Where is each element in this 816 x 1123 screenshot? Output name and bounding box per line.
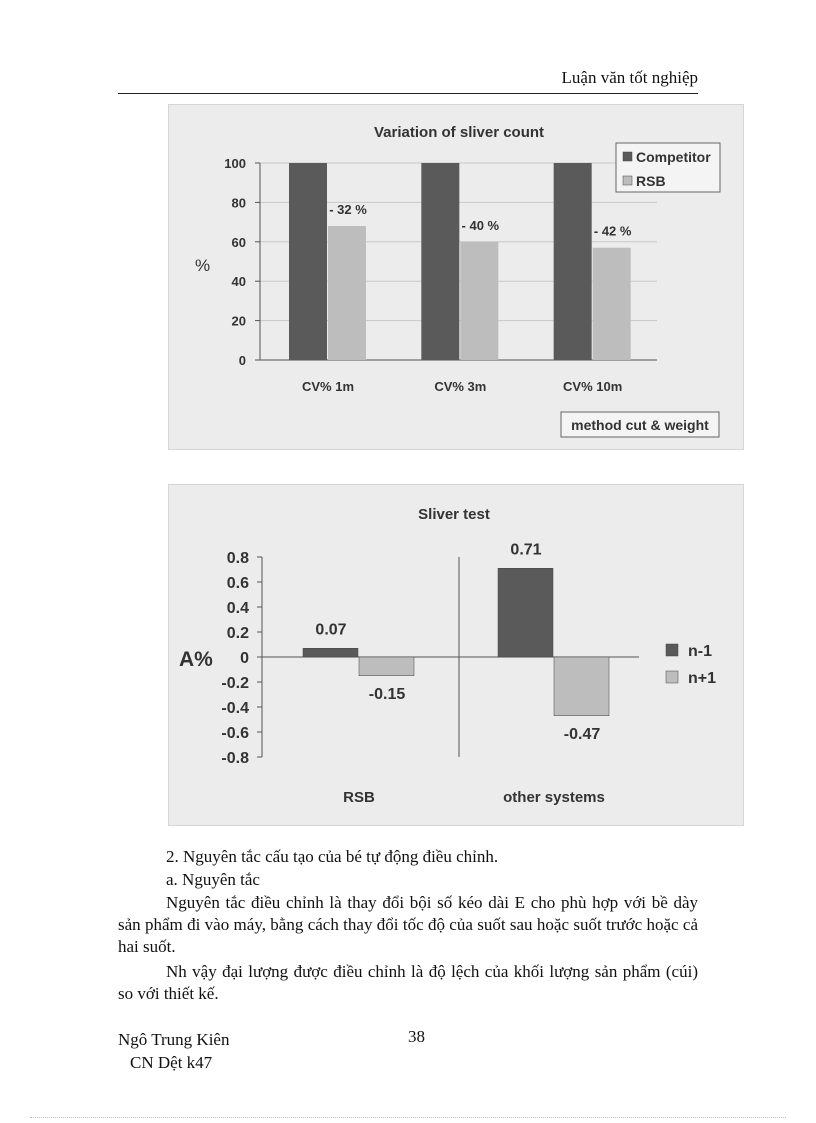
y-tick-label: -0.8 <box>221 750 249 767</box>
bar-n-1-1 <box>303 648 358 657</box>
data-label: -0.15 <box>368 685 406 703</box>
y-tick-label: -0.2 <box>221 675 249 692</box>
legend-swatch-n-1 <box>666 644 678 656</box>
page-number: 38 <box>408 1027 425 1046</box>
bar-competitor-3 <box>554 163 592 360</box>
header-divider <box>118 93 698 94</box>
legend-swatch-competitor <box>623 152 632 161</box>
y-tick-label: 0 <box>238 353 246 368</box>
y-tick-label: -0.4 <box>221 700 249 717</box>
chart-sliver-test-svg <box>169 485 743 825</box>
x-tick-label: RSB <box>343 789 375 806</box>
legend-label-n+1: n+1 <box>688 670 717 687</box>
chart-title: Variation of sliver count <box>374 124 545 141</box>
legend-label-n-1: n-1 <box>688 643 712 660</box>
y-axis-label: % <box>195 256 211 275</box>
chart-title: Sliver test <box>418 506 490 523</box>
x-tick-label: CV% 10m <box>563 379 623 394</box>
y-tick-label: 0.6 <box>226 575 249 592</box>
page-bottom-border <box>30 1117 786 1118</box>
data-label: 0.07 <box>315 621 347 639</box>
legend-swatch-n+1 <box>666 671 678 683</box>
section-heading: 2. Nguyên tắc cấu tạo của bé tự động điều chỉnh. <box>166 847 499 866</box>
data-label: -0.47 <box>563 725 601 743</box>
document-header-title: Luận văn tốt nghiệp <box>561 68 698 87</box>
x-tick-label: CV% 3m <box>434 379 487 394</box>
y-tick-label: 0.4 <box>226 600 249 617</box>
y-tick-label: 0.2 <box>226 625 249 642</box>
bar-n+1-2 <box>554 657 609 716</box>
method-note: method cut & weight <box>571 417 709 433</box>
bar-rsb-2 <box>460 242 498 360</box>
legend-label-rsb: RSB <box>636 173 666 189</box>
y-tick-label: 20 <box>231 313 246 329</box>
bar-competitor-1 <box>289 163 327 360</box>
reduction-annotation: - 32 % <box>329 202 367 218</box>
y-tick-label: -0.6 <box>221 725 249 742</box>
chart-variation-sliver-count-svg <box>169 105 743 449</box>
reduction-annotation: - 42 % <box>593 223 632 239</box>
footer-author: Ngô Trung Kiên <box>118 1030 230 1049</box>
bar-n-1-2 <box>498 568 553 657</box>
y-tick-label: 60 <box>231 234 246 250</box>
bar-n+1-1 <box>359 657 414 676</box>
chart-sliver-test <box>168 484 744 826</box>
footer-class: CN Dệt k47 <box>130 1053 213 1072</box>
legend-label-competitor: Competitor <box>636 149 711 165</box>
bar-rsb-1 <box>328 226 366 360</box>
x-tick-label: CV% 1m <box>301 379 355 394</box>
bar-rsb-3 <box>593 248 631 360</box>
y-tick-label: 0 <box>240 650 249 667</box>
y-axis-label: A% <box>179 648 213 671</box>
y-tick-label: 0.8 <box>226 550 249 567</box>
data-label: 0.71 <box>510 541 542 559</box>
legend-swatch-rsb <box>623 176 632 185</box>
x-tick-label: other systems <box>503 789 605 806</box>
reduction-annotation: - 40 % <box>461 217 500 233</box>
paragraph-adjusted-quantity: Nh vậy đại lượng được điều chỉnh là độ lệch của khối lượng sản phẩm (cúi) so với thiết kế. <box>118 962 698 1003</box>
paragraph-principle: Nguyên tắc điều chỉnh là thay đổi bội số kéo dài E cho phù hợp với bề dày sản phẩm đi vào máy, bằng cách thay đổi tốc độ của suốt sau hoặc suốt trước hoặc cả hai suốt. <box>118 893 698 956</box>
y-tick-label: 40 <box>231 274 246 290</box>
chart-variation-sliver-count <box>168 104 744 450</box>
y-tick-label: 100 <box>224 156 246 171</box>
subsection-heading: a. Nguyên tắc <box>166 870 260 889</box>
y-tick-label: 80 <box>231 195 246 211</box>
bar-competitor-2 <box>421 163 459 360</box>
